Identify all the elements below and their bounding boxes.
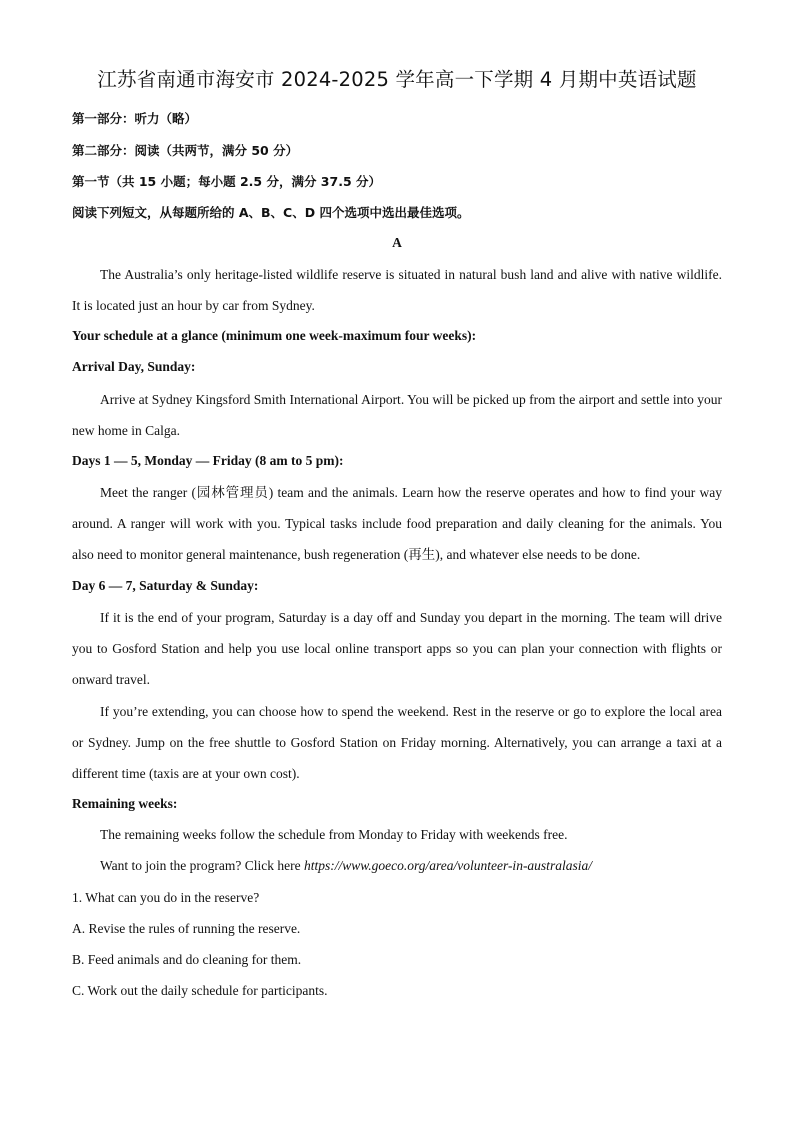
schedule-heading: Your schedule at a glance (minimum one week-maximum four weeks): [72,328,477,343]
day67-heading: Day 6 — 7, Saturday & Sunday: [72,578,259,593]
arrival-heading: Arrival Day, Sunday: [72,359,196,374]
day67-paragraph-2: If you’re extending, you can choose how to spend the weekend. Rest in the reserve or go to explore the local area or Sydney. Jump on the free shuttle to Gosford Station on Friday morning. Alternatively, you can arrange a taxi at a different time (taxis are at your own cost). [72,704,722,781]
section1-heading: 第一节（共 15 小题；每小题 2.5 分，满分 37.5 分） [72,174,381,189]
intro-paragraph: The Australia’s only heritage-listed wildlife reserve is situated in natural bush land and alive with native wildlife. It is located just an hour by car from Sydney. [72,267,722,313]
part1-heading: 第一部分：听力（略） [72,111,198,126]
option-c: C. Work out the daily schedule for participants. [72,983,328,998]
part2-heading: 第二部分：阅读（共两节，满分 50 分） [72,143,299,158]
join-text: Want to join the program? Click here [100,858,301,873]
remaining-text: The remaining weeks follow the schedule from Monday to Friday with weekends free. [100,827,568,842]
days15-paragraph: Meet the ranger (园林管理员) team and the animals. Learn how the reserve operates and how to find your way around. A ranger will work with you. Typical tasks include food preparation and daily cleaning for the animals. You also need to monitor general maintenance, bush regeneration (再生), and whatever else needs to be done. [72,485,722,562]
passage-label: A [392,235,402,250]
option-b: B. Feed animals and do cleaning for them. [72,952,302,967]
remaining-heading: Remaining weeks: [72,796,178,811]
document-title: 江苏省南通市海安市 2024-2025 学年高一下学期 4 月期中英语试题 [97,68,697,91]
arrival-paragraph: Arrive at Sydney Kingsford Smith International Airport. You will be picked up from the airport and settle into your new home in Calga. [72,392,722,438]
option-a: A. Revise the rules of running the reserve. [72,921,301,936]
days15-heading: Days 1 — 5, Monday — Friday (8 am to 5 pm): [72,453,344,468]
join-line [100,858,592,874]
instruction-text: 阅读下列短文，从每题所给的 A、B、C、D 四个选项中选出最佳选项。 [72,205,470,220]
day67-paragraph-1: If it is the end of your program, Saturday is a day off and Sunday you depart in the morning. The team will drive you to Gosford Station and help you use local online transport apps so you can plan your connection with flights or onward travel. [72,610,722,687]
program-link[interactable]: https://www.goeco.org/area/volunteer-in-australasia/ [303,858,592,873]
question-1: 1. What can you do in the reserve? [72,890,260,905]
